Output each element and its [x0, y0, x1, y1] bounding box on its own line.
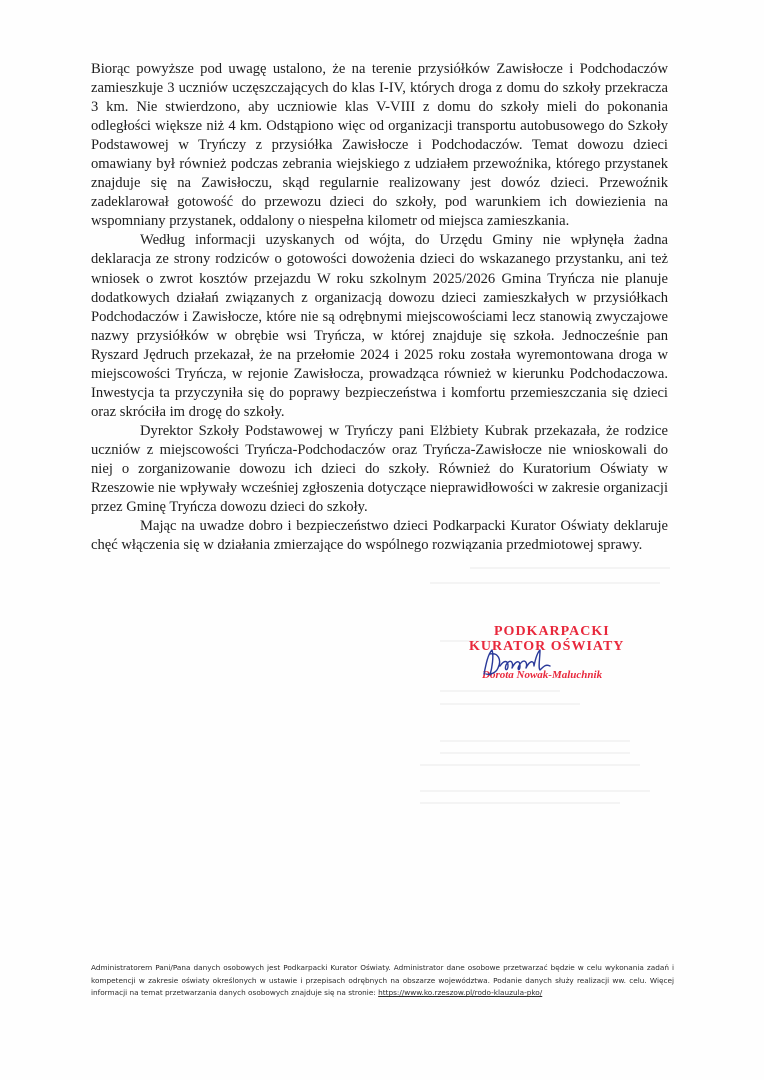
bleed-through-mark	[420, 790, 650, 792]
letter-body	[91, 60, 668, 555]
gdpr-notice-text: Administratorem Pani/Pana danych osobowych jest Podkarpacki Kurator Oświaty. Administrator dane osobowe przetwarzać będzie w celu wykonania zadań i kompetencji w zakresie oświaty określonych w ustawie i przepisach odrębnych na obszarze województwa. Podanie danych służy realizacji ww. celu. Więcej informacji na temat przetwarzania danych osobowych znajduje się na stronie:	[91, 963, 674, 998]
gdpr-clause-link[interactable]: https://www.ko.rzeszow.pl/rodo-klauzula-pko/	[378, 988, 543, 998]
bleed-through-mark	[440, 690, 560, 692]
bleed-through-mark	[430, 582, 660, 584]
gdpr-footer	[91, 962, 674, 1000]
stamp-signatory-name: Dorota Nowak-Maluchnik	[482, 669, 603, 681]
bleed-through-mark	[420, 764, 640, 766]
bleed-through-mark	[440, 703, 580, 705]
stamp-line-2: KURATOR OŚWIATY	[469, 639, 625, 654]
bleed-through-mark	[440, 752, 630, 754]
bleed-through-mark	[420, 802, 620, 804]
paragraph-1: Biorąc powyższe pod uwagę ustalono, że na terenie przysiółków Zawisłocze i Podchodaczów zamieszkuje 3 uczniów uczęszczających do klas I-IV, których droga z domu do szkoły przekracza 3 km. Nie stwierdzono, aby uczniowie klas V-VIII z domu do szkoły mieli do pokonania odległości większe niż 4 km. Odstąpiono więc od organizacji transportu autobusowego do Szkoły Podstawowej w Tryńczy z przysiółka Zawisłocze i Podchodaczów. Temat dowozu dzieci omawiany był również podczas zebrania wiejskiego z udziałem przewoźnika, którego przystanek znajduje się na Zawisłoczu, skąd regularnie realizowany jest dowóz dzieci. Przewoźnik zadeklarował gotowość do przewozu dzieci do szkoły, pod warunkiem ich dowiezienia na wspomniany przystanek, oddalony o niespełna kilometr od miejsca zamieszkania.	[91, 61, 668, 230]
stamp-line-1: PODKARPACKI	[494, 624, 610, 639]
paragraph-4: Mając na uwadze dobro i bezpieczeństwo dzieci Podkarpacki Kurator Oświaty deklaruje chęć włączenia się w działania zmierzające do wspólnego rozwiązania przedmiotowej sprawy.	[91, 518, 668, 554]
handwritten-signature	[478, 646, 558, 678]
bleed-through-mark	[440, 740, 630, 742]
paragraph-2: Według informacji uzyskanych od wójta, do Urzędu Gminy nie wpłynęła żadna deklaracja ze strony rodziców o gotowości dowożenia dzieci do wskazanego przystanku, ani też wniosek o zwrot kosztów przejazdu W roku szkolnym 2025/2026 Gmina Tryńcza nie planuje dodatkowych działań związanych z organizacją dowozu dzieci zamieszkałych w przysiółkach Podchodaczów i Zawisłocze, które nie są odrębnymi miejscowościami lecz stanowią zwyczajowe nazwy przysiółków w obrębie wsi Tryńcza, w której znajduje się szkoła. Jednocześnie pan Ryszard Jędruch przekazał, że na przełomie 2024 i 2025 roku została wyremontowana droga w miejscowości Tryńcza, w rejonie Zawisłocza, prowadząca również w kierunku Podchodaczowa. Inwestycja ta przyczyniła się do poprawy bezpieczeństwa i komfortu przemieszczania się dzieci oraz skróciła im drogę do szkoły.	[91, 232, 668, 420]
bleed-through-mark	[470, 567, 670, 569]
paragraph-3: Dyrektor Szkoły Podstawowej w Tryńczy pani Elżbiety Kubrak przekazała, że rodzice uczniów z miejscowości Tryńcza-Podchodaczów oraz Tryńcza-Zawisłocze nie wnioskowali do niej o zorganizowanie dowozu ich dzieci do szkoły. Również do Kuratorium Oświaty w Rzeszowie nie wpływały wcześniej zgłoszenia dotyczące nieprawidłowości w zakresie organizacji przez Gminę Tryńcza dowozu dzieci do szkoły.	[91, 422, 668, 516]
